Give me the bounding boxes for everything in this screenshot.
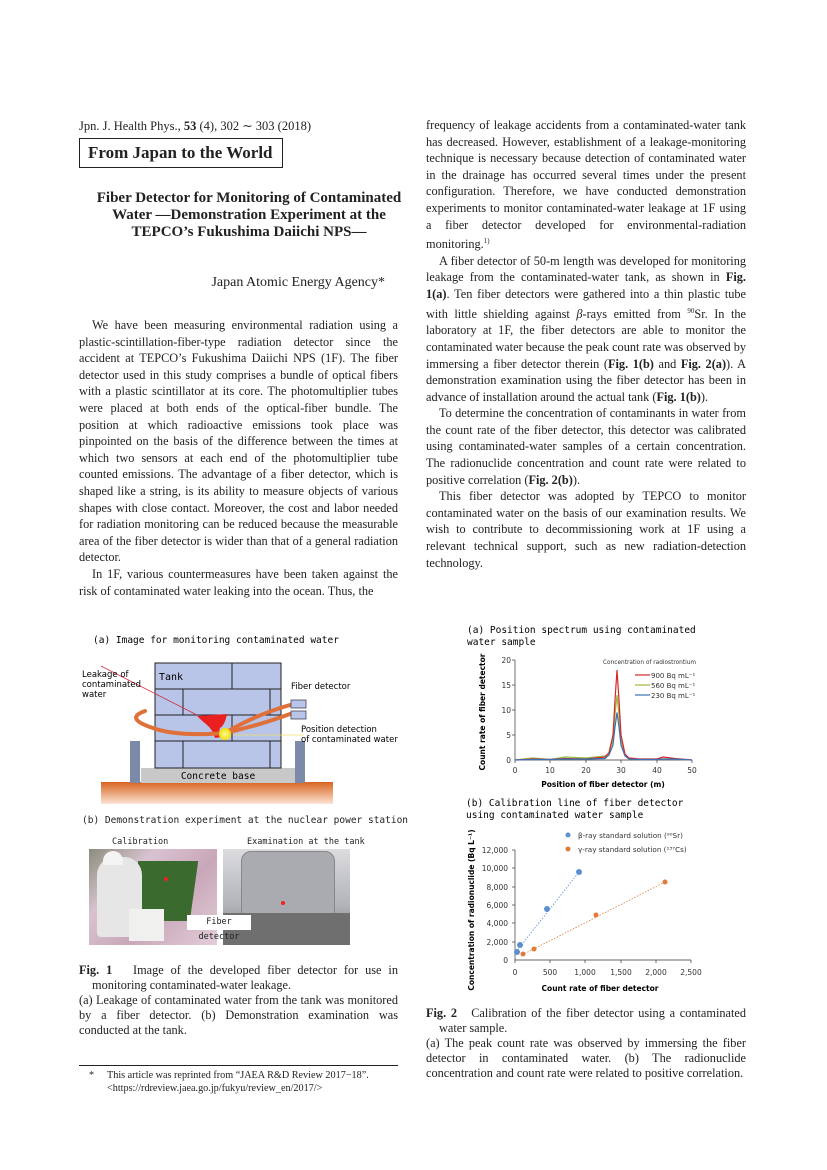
journal-citation	[79, 118, 311, 134]
photomultiplier-top	[291, 700, 306, 708]
journal-name: Jpn. J. Health Phys.,	[79, 119, 184, 133]
legend-sr90: β-ray standard solution (⁹⁰Sr)	[578, 831, 683, 840]
fig2a-title-1: (a) Position spectrum using contaminated	[467, 625, 696, 636]
position-label-1: Position detection	[301, 725, 377, 735]
footnote-divider	[79, 1065, 398, 1066]
xtick: 20	[581, 766, 591, 775]
ytick: 5	[506, 731, 511, 740]
series-230	[515, 713, 692, 761]
ytick: 0	[506, 756, 511, 765]
title-line-2: Water —Demonstration Experiment at the	[112, 207, 386, 223]
text: . Ten fiber detectors were gathered into a thin plastic tube with little shielding against	[426, 287, 746, 321]
ytick: 12,000	[481, 846, 508, 855]
leak-label-3: water	[82, 690, 107, 700]
ytick: 0	[503, 956, 508, 965]
leak-label-1: Leakage of	[82, 670, 129, 680]
text: A fiber detector of 50-m length was developed for monitoring leakage from the contaminated-water tank, as shown in	[426, 253, 746, 285]
trendline-sr90	[516, 872, 579, 952]
xtick: 1,000	[574, 968, 596, 977]
leak-label-2: contaminated	[82, 680, 141, 690]
tank-label: Tank	[159, 672, 184, 683]
fig1-caption-body: (a) Leakage of contaminated water from the tank was monitored by a fiber detector. (b) Demonstration examination was conducted at the tank.	[79, 993, 398, 1037]
xtick: 2,500	[680, 968, 702, 977]
support-pillar-right	[295, 741, 305, 783]
concrete-base-label: Concrete base	[180, 771, 256, 782]
body-column-right	[426, 117, 746, 571]
paragraph-4	[426, 405, 746, 488]
fig2a-ylabel: Count rate of fiber detector	[478, 653, 487, 771]
xtick: 40	[652, 766, 662, 775]
xtick: 500	[542, 968, 558, 977]
fig1a-diagram	[75, 625, 420, 810]
legend-cs137: γ-ray standard solution (¹³⁷Cs)	[578, 845, 687, 854]
text: and	[653, 356, 681, 371]
text: ).	[700, 389, 709, 404]
fig1b-label: (b) Demonstration experiment at the nuclear power station	[82, 815, 409, 826]
fig2a-chart	[455, 620, 715, 795]
paragraph-1: We have been measuring environmental radiation using a plastic-scintillation-fiber-type radiation detector since the accident at TEPCO’s Fukushima Daiichi NPS (1F). The fiber detector used in this study comprises a bundle of optical fibers with a plastic scintillator at its core. The photomultiplier tubes were placed at both ends of the optical-fiber bundle. The position at which radioactive emissions took place was pinpointed on the basis of the difference between the times at which two sensors at each end of the photomultiplier tube counted emissions. The advantage of a fiber detector, which is shaped like a string, is its ability to measure objects of various shapes with close contact. Moreover, the cost and labor needed for radiation monitoring can be reduced because the measurable area of the fiber detector is wider than that of a general radiation detector.	[79, 318, 398, 565]
photo-examination	[223, 849, 350, 945]
xtick: 2,000	[645, 968, 667, 977]
spark-icon	[219, 728, 231, 740]
ytick: 15	[501, 681, 511, 690]
title-line-3: TEPCO’s Fukushima Daiichi NPS—	[131, 224, 367, 240]
fiber-detector-tag: Fiber detector	[187, 915, 251, 930]
text: Sr. In the laboratory at 1F, the fiber detectors are able to monitor the contaminated water because the peak count rate was observed by immersing a fiber detector therein (	[426, 306, 746, 371]
paragraph-2-start: In 1F, various countermeasures have been taken against the risk of contaminated water leaking into the ocean. Thus, the	[79, 566, 398, 598]
footnote-line-1: This article was reprinted from “JAEA R&D Review 2017−18”.	[107, 1070, 369, 1081]
paragraph-3	[426, 253, 746, 405]
text: ).	[572, 472, 581, 487]
xtick: 30	[616, 766, 626, 775]
reference-1: 1)	[483, 237, 490, 246]
ytick: 20	[501, 656, 511, 665]
fig-ref: Fig. 1(b)	[608, 356, 654, 371]
section-banner: From Japan to the World	[79, 138, 283, 168]
fig2b-title-2: using contaminated water sample	[466, 810, 644, 821]
paragraph-2-continued	[426, 117, 746, 253]
series-560	[515, 695, 692, 760]
ytick: 2,000	[486, 938, 508, 947]
fig-ref: Fig. 2(b)	[528, 472, 573, 487]
fig2-title: Calibration of the fiber detector using a contaminated water sample.	[439, 1006, 746, 1035]
xtick: 0	[512, 766, 518, 775]
ytick: 6,000	[486, 901, 508, 910]
fiber-detector-label: Fiber detector	[291, 682, 351, 692]
fig2-caption	[426, 1006, 746, 1081]
ytick: 4,000	[486, 919, 508, 928]
fig1-number: Fig. 1	[79, 963, 113, 977]
xtick: 0	[512, 968, 518, 977]
ytick: 10	[501, 706, 511, 715]
fig1-caption-title	[79, 963, 398, 993]
legend-900: 900 Bq mL⁻¹	[651, 672, 696, 680]
paragraph-5: This fiber detector was adopted by TEPCO to monitor contaminated water on the basis of our examination results. We wish to contribute to decommissioning work at 1F using a relevant technical support, such as new radiation-detection technology.	[426, 489, 746, 570]
position-label-2: of contaminated water	[301, 735, 398, 745]
author-affiliation: Japan Atomic Energy Agency*	[211, 275, 385, 290]
xtick: 50	[687, 766, 697, 775]
fig-ref: Fig. 1(b)	[656, 389, 701, 404]
fig2a-xlabel: Position of fiber detector (m)	[541, 780, 665, 789]
photo-calibration	[89, 849, 217, 945]
fig2-caption-title	[426, 1006, 746, 1036]
text: ). A demonstration examination using the fiber detector has been in advance of installation around the actual tank (	[426, 356, 746, 404]
body-column-left	[79, 317, 398, 599]
article-title	[79, 190, 419, 241]
legend-230: 230 Bq mL⁻¹	[651, 692, 696, 700]
legend-marker-sr90	[566, 833, 571, 838]
fig2b-xlabel: Count rate of fiber detector	[541, 984, 659, 993]
fig1a-label: (a) Image for monitoring contaminated water	[93, 635, 339, 646]
journal-issue-pages: (4), 302 ∼ 303 (2018)	[196, 119, 311, 133]
fig2a-title-2: water sample	[467, 637, 536, 648]
fig2-number: Fig. 2	[426, 1006, 458, 1020]
photo-examination-label: Examination at the tank	[247, 837, 365, 847]
journal-volume: 53	[183, 119, 197, 133]
xtick: 1,500	[610, 968, 632, 977]
fig2b-title-1: (b) Calibration line of fiber detector	[466, 798, 684, 809]
footnote	[91, 1069, 401, 1095]
fig2a-legend-title: Concentration of radiostrontium	[603, 660, 697, 666]
isotope-mass: 90	[687, 306, 695, 315]
fig2-caption-body: (a) The peak count rate was observed by immersing the fiber detector in contaminated water. (b) The radionuclide concentration and count rate were related to positive correlation.	[426, 1036, 746, 1080]
fig2b-chart	[450, 792, 720, 997]
beta-symbol: β	[576, 306, 583, 321]
trendline-cs137	[522, 882, 665, 955]
fig2b-ylabel: Concentration of radionuclide (Bq L⁻¹)	[467, 829, 476, 991]
fig1-title: Image of the developed fiber detector for use in monitoring contaminated-water leakage.	[92, 963, 398, 992]
fig-ref: Fig. 2(a)	[680, 356, 727, 371]
fig-ref: Fig. 1(a)	[426, 270, 746, 302]
photo-calibration-label: Calibration	[112, 837, 169, 847]
footnote-line-2: <https://rdreview.jaea.go.jp/fukyu/review_en/2017/>	[107, 1083, 323, 1094]
xtick: 10	[545, 766, 555, 775]
support-pillar-left	[130, 741, 140, 783]
legend-marker-cs137	[566, 847, 571, 852]
title-line-1: Fiber Detector for Monitoring of Contaminated	[96, 190, 402, 206]
legend-560: 560 Bq mL⁻¹	[651, 682, 696, 690]
ytick: 10,000	[481, 864, 508, 873]
text: -rays emitted from	[582, 306, 688, 321]
footnote-mark: *	[89, 1070, 95, 1081]
paragraph-2-text: frequency of leakage accidents from a contaminated-water tank has decreased. However, establishment of a leakage-monitoring technique is necessary because detection of contaminated water in the drainage has occurred several times under the present configuration. Therefore, we have conducted demonstration experiments to monitor contaminated-water leakage at 1F using a fiber detector developed for environmental-radiation monitoring.	[426, 118, 746, 252]
fig1-caption	[79, 963, 398, 1038]
photomultiplier-bottom	[291, 711, 306, 719]
ground-icon	[101, 782, 333, 804]
ytick: 8,000	[486, 883, 508, 892]
text: To determine the concentration of contaminants in water from the count rate of the fiber detector, this detector was calibrated using contaminated-water samples of a certain concentration. The radionuclide concentration and count rate were related to positive correlation (	[426, 406, 746, 487]
